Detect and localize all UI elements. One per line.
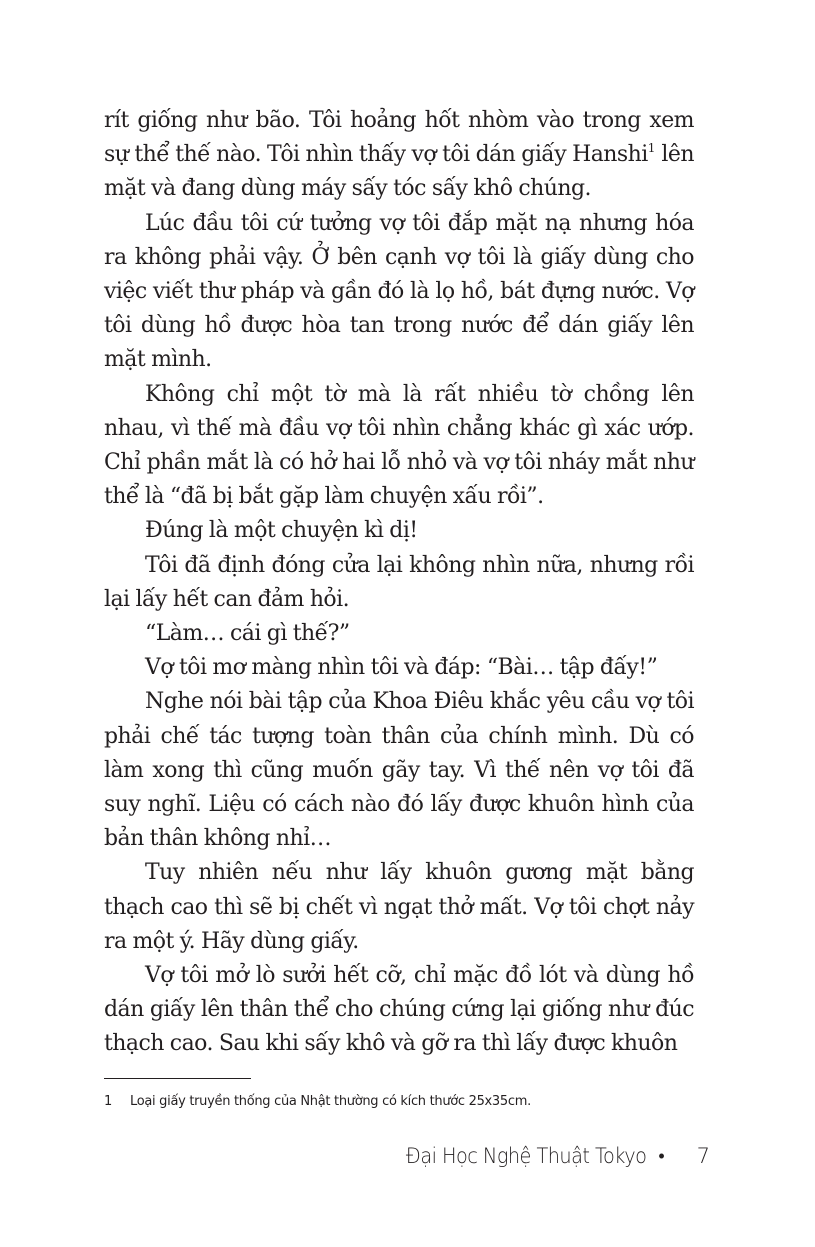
footnote-text: Loại giấy truyền thống của Nhật thường có kích thước 25x35cm. [130,1094,531,1109]
paragraph-text: lên mặt và đang dùng máy sấy tóc sấy khô chúng. [104,142,694,202]
running-footer [385,1144,710,1168]
paragraph: Tuy nhiên nếu như lấy khuôn gương mặt bằng thạch cao thì sẽ bị chết vì ngạt thở mất. Vợ tôi chợt nảy ra một ý. Hãy dùng giấy. [104,860,694,954]
paragraph [104,104,694,207]
footnote-divider [104,1078,251,1079]
footnote-number: 1 [104,1094,112,1109]
bullet-separator: • [658,1145,665,1167]
paragraph: Lúc đầu tôi cứ tưởng vợ tôi đắp mặt nạ nhưng hóa ra không phải vậy. Ở bên cạnh vợ tôi là giấy dùng cho việc viết thư pháp và gần đó là lọ hồ, bát đựng nước. Vợ tôi dùng hồ được hòa tan trong nước để dán giấy lên mặt mình. [104,210,694,373]
body-text [104,104,694,1062]
paragraph: “Làm… cái gì thế?” [145,621,350,647]
paragraph: Vợ tôi mơ màng nhìn tôi và đáp: “Bài… tập đấy!” [145,655,658,681]
paragraph: Không chỉ một tờ mà là rất nhiều tờ chồng lên nhau, vì thế mà đầu vợ tôi nhìn chẳng khác gì xác ướp. Chỉ phần mắt là có hở hai lỗ nhỏ và vợ tôi nháy mắt như thể là “đã bị bắt gặp làm chuyện xấu rồi”. [104,381,694,510]
paragraph: Vợ tôi mở lò sưởi hết cỡ, chỉ mặc đồ lót và dùng hồ dán giấy lên thân thể cho chúng cứng lại giống như đúc thạch cao. Sau khi sấy khô và gỡ ra thì lấy được khuôn [104,963,694,1057]
footnote-reference[interactable]: 1 [647,141,656,156]
paragraph: Đúng là một chuyện kì dị! [145,518,418,544]
page-number: 7 [696,1144,710,1168]
paragraph-text: rít giống như bão. Tôi hoảng hốt nhòm vào trong xem sự thể thế nào. Tôi nhìn thấy vợ tôi dán giấy Hanshi [104,108,694,168]
book-title: Đại Học Nghệ Thuật Tokyo [405,1144,647,1168]
footnote [104,1094,531,1109]
paragraph: Nghe nói bài tập của Khoa Điêu khắc yêu cầu vợ tôi phải chế tác tượng toàn thân của chính mình. Dù có làm xong thì cũng muốn gãy tay. Vì thế nên vợ tôi đã suy nghĩ. Liệu có cách nào đó lấy được khuôn hình của bản thân không nhỉ… [104,689,694,852]
paragraph: Tôi đã định đóng cửa lại không nhìn nữa, nhưng rồi lại lấy hết can đảm hỏi. [104,552,694,612]
